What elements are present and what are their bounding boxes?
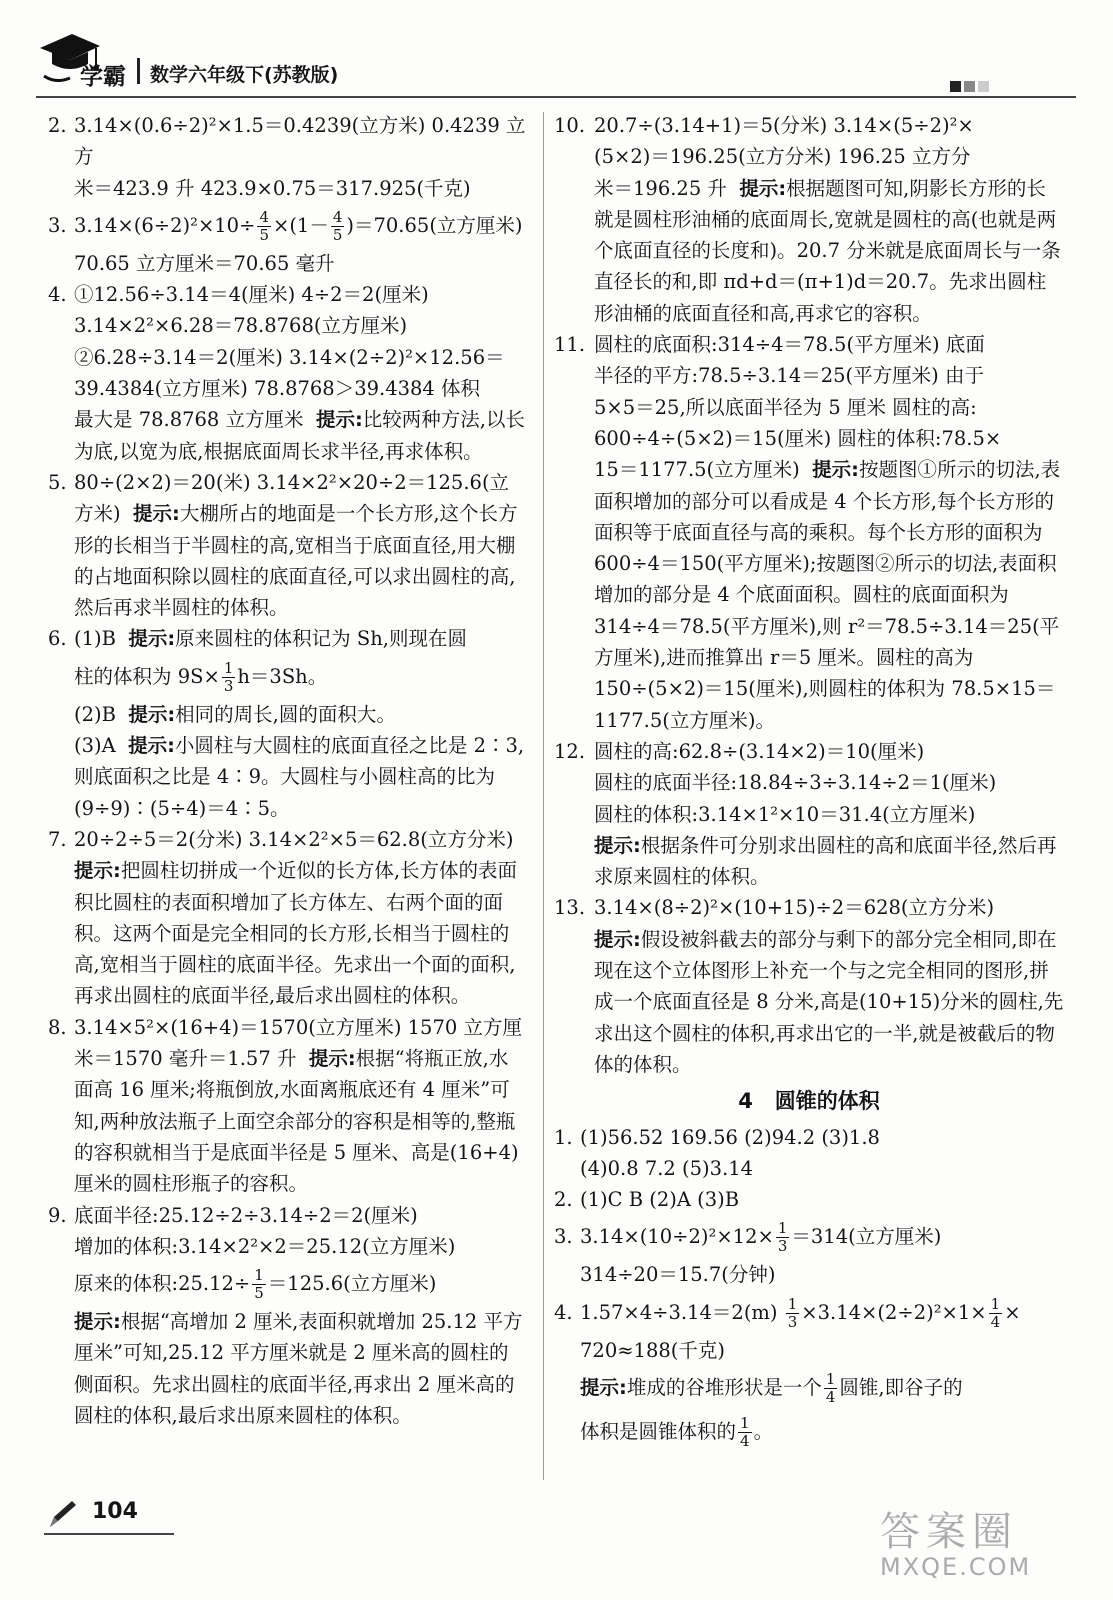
- brand-logo-text: 学霸: [80, 64, 126, 90]
- hint-label: 提示:: [74, 859, 121, 883]
- cone-item-3: 3. 3.14×(10÷2)²×12× $\frac{1}{3}$ ＝314(立方厘米) 314÷20＝15.7(分钟): [554, 1219, 942, 1287]
- answer-item-7: 7. 20÷2÷5＝2(分米) 3.14×2²×5＝62.8(立方分米) 提示:把圆柱切拼成一个近似的长方体,长方体的表面积比圆柱的表面积增加了长方体左、右两个面的面积。这两个面是完全相同的长方形,长相当于圆柱的高,宽相当于圆柱的底面半径。先求出一个面的面积,再求出圆柱的底面半径,最后求出圆柱的体积。: [48, 827, 518, 1008]
- cone-item-4: 4. 1.57×4÷3.14＝2(m) $\frac{1}{3}$ ×3.14×(2÷2)²×1× $\frac{1}{4}$ × 720≈188(千克) 提示:堆成的谷堆形状是一个 $\frac{1}{4}$ 圆锥,即谷子的 体积是圆锥体积的 $\frac{1}{4}$ 。: [554, 1294, 1021, 1450]
- right-column: [554, 110, 1064, 1454]
- answer-item-6: 6. (1)B 提示:原来圆柱的体积记为 Sh,则现在圆 柱的体积为 9S× $\frac{1}{3}$ h＝3Sh。 (2)B 提示:相同的周长,圆的面积大。 (3)A 提示:小圆柱与大圆柱的底面直径之比是 2∶3,则底面积之比是 4∶9。大圆柱与小圆柱高的比为(9÷9)∶(5÷4)＝4∶5。: [48, 627, 525, 820]
- answer-item-8: 8. 3.14×5²×(16+4)＝1570(立方厘米) 1570 立方厘 米＝1570 毫升＝1.57 升 提示:根据“将瓶正放,水面高 16 厘米;将瓶倒放,水面离瓶底还有 4 厘米”可知,两种放法瓶子上面空余部分的容积是相等的,整瓶的容积就相当于是底面半径是 5 厘米、高是(16+4)厘米的圆柱形瓶子的容积。: [48, 1015, 522, 1196]
- page-number: 104: [92, 1499, 138, 1524]
- hint-label: 提示:: [594, 833, 641, 857]
- page-header: [0, 0, 1113, 100]
- hint-label: 提示:: [739, 176, 787, 200]
- answer-item-13: 13. 3.14×(8÷2)²×(10+15)÷2＝628(立方分米) 提示:假设被斜截去的部分与剩下的部分完全相同,即在现在这个立体图形上补充一个与之完全相同的图形,拼成一个底面直径是 8 分米,高是(10+15)分米的圆柱,先求出这个圆柱的体积,再求出它的一半,就是被截后的物体的体积。: [554, 896, 1064, 1076]
- fraction: $\frac{1}{4}$: [990, 1294, 1001, 1331]
- hint-label: 提示:: [315, 408, 363, 432]
- fraction: $\frac{1}{3}$: [777, 1219, 788, 1256]
- answer-item-11: 11. 圆柱的底面积:314÷4＝78.5(平方厘米) 底面 半径的平方:78.5÷3.14＝25(平方厘米) 由于 5×5＝25,所以底面半径为 5 厘米 圆柱的高: 600÷4÷(5×2)＝15(厘米) 圆柱的体积:78.5× 15＝1177.5(立方厘米) 提示:按题图①所示的切法,表面积增加的部分可以看成是 4 个长方形,每个长方形的面积等于底面直径与高的乘积。每个长方形的面积为 600÷4＝150(平方厘米);按题图②所示的切法,表面积增加的部分是 4 个底面面积。圆柱的底面面积为 314÷4＝78.5(平方厘米),则 r²＝78.5÷3.14＝25(平方厘米),进而推算出 r＝5 厘米。圆柱的高为 150÷(5×2)＝15(厘米),则圆柱的体积为 78.5×15＝1177.5(立方厘米)。: [554, 333, 1061, 732]
- answer-item-5: 5. 80÷(2×2)＝20(米) 3.14×2²×20÷2＝125.6(立 方米) 提示:大棚所占的地面是一个长方形,这个长方形的长相当于半圆柱的高,宽相当于底面直径,用大棚的占地面积除以圆柱的底面直径,可以求出圆柱的高,然后再求半圆柱的体积。: [48, 470, 518, 620]
- hint-label: 提示:: [308, 1047, 356, 1071]
- answer-item-3: 3. 3.14×(6÷2)²×10÷ $\frac{4}{5}$ ×(1－ $\frac{4}{5}$ )＝70.65(立方厘米) 70.65 立方厘米＝70.65 毫升: [48, 207, 523, 275]
- fraction: $\frac{1}{4}$: [740, 1413, 750, 1450]
- book-subtitle: 数学六年级下(苏教版): [150, 64, 339, 86]
- answer-item-2: 2. 3.14×(0.6÷2)²×1.5＝0.4239(立方米) 0.4239 立方 米＝423.9 升 423.9×0.75＝317.925(千克): [48, 114, 526, 200]
- footer-rule: [44, 1533, 174, 1535]
- watermark: 答案圈 MXQE.COM: [880, 1509, 1032, 1581]
- header-separator: [137, 58, 140, 84]
- hint-label: 提示:: [128, 734, 175, 758]
- left-column: [48, 110, 526, 1431]
- fraction: $\frac{4}{5}$: [259, 207, 269, 244]
- header-rule: [36, 96, 1076, 98]
- corner-marks: [950, 77, 992, 96]
- fraction: $\frac{1}{5}$: [254, 1266, 264, 1303]
- hint-label: 提示:: [74, 1310, 121, 1334]
- column-divider: [543, 112, 544, 1480]
- fraction: $\frac{1}{3}$: [223, 658, 234, 695]
- section-heading: 4 圆锥的体积: [738, 1089, 880, 1114]
- answer-item-12: 12. 圆柱的高:62.8÷(3.14×2)＝10(厘米) 圆柱的底面半径:18.84÷3÷3.14÷2＝1(厘米) 圆柱的体积:3.14×1²×10＝31.4(立方厘米) 提示:根据条件可分别求出圆柱的高和底面半径,然后再求原来圆柱的体积。: [554, 739, 1057, 889]
- hint-label: 提示:: [128, 627, 176, 651]
- cone-item-2: 2. (1)C B (2)A (3)B: [554, 1188, 740, 1212]
- answer-item-10: 10. 20.7÷(3.14+1)＝5(分米) 3.14×(5÷2)²× (5×2)＝196.25(立方分米) 196.25 立方分 米＝196.25 升 提示:根据题图可知,阴影长方形的长就是圆柱形油桶的底面周长,宽就是圆柱的高(也就是两个底面直径的长度和)。20.7 分米就是底面周长与一条直径长的和,即 πd+d＝(π+1)d＝20.7。先求出圆柱形油桶的底面直径和高,再求它的容积。: [554, 114, 1061, 325]
- pencil-icon: [44, 1497, 80, 1533]
- hint-label: 提示:: [128, 702, 176, 726]
- fraction: $\frac{4}{5}$: [332, 207, 343, 244]
- fraction: $\frac{1}{3}$: [787, 1294, 798, 1331]
- hint-label: 提示:: [594, 927, 641, 951]
- fraction: $\frac{1}{4}$: [825, 1369, 836, 1406]
- answer-item-9: 9. 底面半径:25.12÷2÷3.14÷2＝2(厘米) 增加的体积:3.14×2²×2＝25.12(立方厘米) 原来的体积:25.12÷ $\frac{1}{5}$ ＝125.6(立方厘米) 提示:根据“高增加 2 厘米,表面积就增加 25.12 平方厘米”可知,25.12 平方厘米就是 2 厘米高的圆柱的侧面积。先求出圆柱的底面半径,再求出 2 厘米高的圆柱的体积,最后求出原来圆柱的体积。: [48, 1203, 523, 1427]
- hint-label: 提示:: [812, 458, 859, 482]
- hint-label: 提示:: [580, 1375, 627, 1399]
- hint-label: 提示:: [133, 502, 180, 526]
- cone-item-1: 1. (1)56.52 169.56 (2)94.2 (3)1.8 (4)0.8 7.2 (5)3.14: [554, 1125, 880, 1180]
- answer-item-4: 4. ①12.56÷3.14＝4(厘米) 4÷2＝2(厘米) 3.14×2²×6.28＝78.8768(立方厘米) ②6.28÷3.14＝2(厘米) 3.14×(2÷2)²×12.56＝ 39.4384(立方厘米) 78.8768＞39.4384 体积 最大是 78.8768 立方厘米 提示:比较两种方法,以长为底,以宽为底,根据底面周长求半径,再求体积。: [48, 283, 525, 463]
